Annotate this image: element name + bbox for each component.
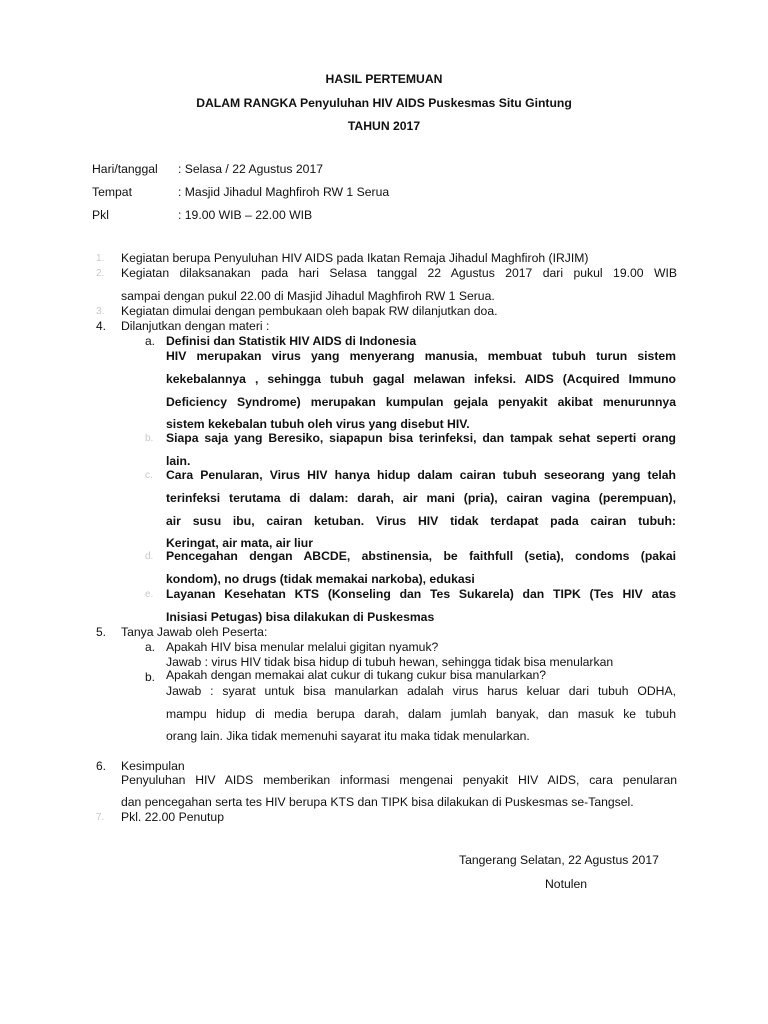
meta-key: Pkl (92, 208, 109, 222)
sub-item-text: Deficiency Syndrome) merupakan kumpulan gejala penyakit akibat menurunnya (166, 395, 676, 409)
document-title: HASIL PERTEMUAN (325, 72, 443, 86)
sub-item-text: Inisiasi Petugas) bisa dilakukan di Puskesmas (166, 610, 435, 624)
list-number: 3. (96, 306, 105, 317)
answer-text: Jawab : syarat untuk bisa manularkan adalah virus harus keluar dari tubuh ODHA, (166, 684, 676, 698)
answer-text: Jawab : virus HIV tidak bisa hidup di tubuh hewan, sehingga tidak bisa menularkan (166, 655, 614, 669)
list-number: 4. (96, 319, 107, 333)
sub-item-text: lain. (166, 454, 191, 468)
list-number: 6. (96, 759, 107, 773)
sub-item-text: Keringat, air mata, air liur (166, 536, 313, 550)
sub-item-text: sistem kekebalan tubuh oleh virus yang disebut HIV. (166, 417, 470, 431)
list-item-text: Dilanjutkan dengan materi : (121, 319, 270, 333)
meta-value: : 19.00 WIB – 22.00 WIB (178, 208, 313, 222)
sub-list-marker: a. (145, 334, 156, 348)
document-subtitle: DALAM RANGKA Penyuluhan HIV AIDS Puskesmas Situ Gintung (196, 96, 572, 110)
meta-value: : Masjid Jihadul Maghfiroh RW 1 Serua (178, 185, 390, 199)
sub-item-text: kekebalannya , sehingga tubuh gagal melawan infeksi. AIDS (Acquired Immuno (166, 372, 676, 386)
meta-key: Hari/tanggal (92, 162, 158, 176)
signature-role: Notulen (545, 877, 588, 891)
list-item-text: sampai dengan pukul 22.00 di Masjid Jihadul Maghfiroh RW 1 Serua. (121, 289, 495, 303)
question-text: Apakah dengan memakai alat cukur di tukang cukur bisa manularkan? (166, 668, 547, 682)
sub-item-text: Layanan Kesehatan KTS (Konseling dan Tes Sukarela) dan TIPK (Tes HIV atas (166, 587, 676, 601)
sub-item-text: Definisi dan Statistik HIV AIDS di Indonesia (166, 334, 417, 348)
list-item-text: Kegiatan dilaksanakan pada hari Selasa tanggal 22 Agustus 2017 dari pukul 19.00 WIB (121, 266, 677, 280)
sub-item-text: kondom), no drugs (tidak memakai narkoba), edukasi (166, 572, 475, 586)
conclusion-text: Penyuluhan HIV AIDS memberikan informasi mengenai penyakit HIV AIDS, cara penularan (121, 773, 677, 787)
sub-list-marker: c. (145, 470, 153, 481)
sub-list-marker: d. (145, 551, 154, 562)
list-item-text: Kesimpulan (121, 759, 185, 773)
document-year: TAHUN 2017 (347, 119, 421, 133)
list-number: 5. (96, 625, 107, 639)
sub-item-text: air susu ibu, cairan ketuban. Virus HIV tidak terdapat pada cairan tubuh: (166, 514, 676, 528)
list-item-text: Kegiatan dimulai dengan pembukaan oleh bapak RW dilanjutkan doa. (121, 304, 498, 318)
sub-list-marker: b. (145, 433, 154, 444)
list-number: 2. (96, 268, 105, 279)
sub-item-text: HIV merupakan virus yang menyerang manusia, membuat tubuh turun sistem (166, 349, 676, 363)
sub-list-marker: a. (145, 640, 156, 654)
answer-text: orang lain. Jika tidak memenuhi sayarat itu maka tidak menularkan. (166, 729, 530, 743)
meta-key: Tempat (92, 185, 132, 199)
signature-place-date: Tangerang Selatan, 22 Agustus 2017 (459, 853, 659, 867)
question-text: Apakah HIV bisa menular melalui gigitan nyamuk? (166, 640, 439, 654)
list-item-text: Kegiatan berupa Penyuluhan HIV AIDS pada Ikatan Remaja Jihadul Maghfiroh (IRJIM) (121, 251, 589, 265)
sub-item-text: Pencegahan dengan ABCDE, abstinensia, be faithfull (setia), condoms (pakai (166, 549, 676, 563)
list-item-text: Tanya Jawab oleh Peserta: (121, 625, 268, 639)
meta-value: : Selasa / 22 Agustus 2017 (178, 162, 323, 176)
sub-list-marker: b. (145, 670, 156, 684)
list-number: 7. (96, 812, 105, 823)
sub-list-marker: e. (145, 589, 154, 600)
answer-text: mampu hidup di media berupa darah, dalam jumlah banyak, dan masuk ke tubuh (166, 707, 676, 721)
sub-item-text: Siapa saja yang Beresiko, siapapun bisa terinfeksi, dan tampak sehat seperti orang (166, 431, 676, 445)
list-item-text: Pkl. 22.00 Penutup (121, 810, 224, 824)
list-number: 1. (96, 253, 105, 264)
sub-item-text: terinfeksi terutama di dalam: darah, air mani (pria), cairan vagina (perempuan), (166, 491, 676, 505)
sub-item-text: Cara Penularan, Virus HIV hanya hidup dalam cairan tubuh seseorang yang telah (166, 468, 676, 482)
conclusion-text: dan pencegahan serta tes HIV berupa KTS dan TIPK bisa dilakukan di Puskesmas se-Tangsel. (121, 795, 634, 809)
